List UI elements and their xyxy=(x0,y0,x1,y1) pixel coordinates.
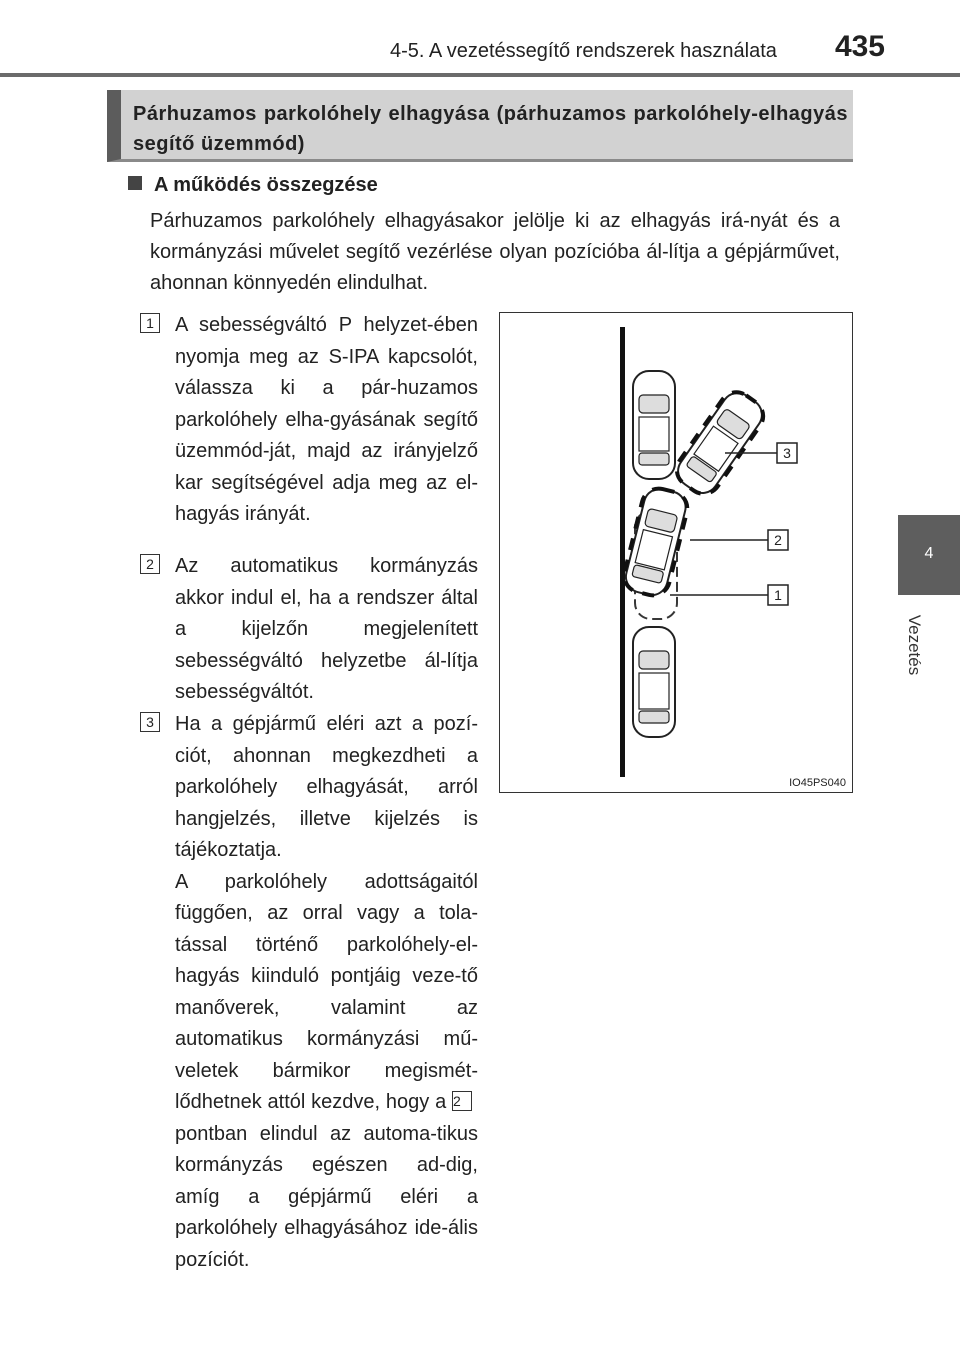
step-ref-number: 2 xyxy=(452,1091,472,1111)
subsection-heading xyxy=(128,174,378,197)
section-title-box xyxy=(107,90,853,162)
step-number: 2 xyxy=(140,554,160,574)
side-tab-label-text: Vezetés xyxy=(905,614,924,676)
callout-label-3: 3 xyxy=(783,445,791,461)
side-tab xyxy=(898,515,960,595)
page-number: 435 xyxy=(834,30,885,63)
step-text: Az automatikus kormányzás akkor indul el, ha a rendszer által a kijelzőn megjelenített sebességváltó helyzetbe ál-lítja sebességváltót. xyxy=(175,555,478,703)
parking-diagram xyxy=(499,312,853,793)
callout-label-2: 2 xyxy=(774,532,782,548)
curb-line xyxy=(620,327,625,777)
step-1 xyxy=(140,310,478,531)
car-position-3 xyxy=(670,386,770,501)
step-note-part2: pontban elindul az automa-tikus kormányzás egészen ad-dig, amíg a gépjármű eléri a parkolóhely elhagyásához ide-ális pozíciót. xyxy=(175,1122,478,1271)
step-number: 1 xyxy=(140,313,160,333)
section-title: Párhuzamos parkolóhely elhagyása (párhuzamos parkolóhely-elhagyás segítő üzemmód) xyxy=(133,103,848,155)
parked-car-front xyxy=(633,371,675,479)
header-rule xyxy=(0,73,960,77)
chapter-title: 4-5. A vezetéssegítő rendszerek használata xyxy=(390,40,777,62)
parked-car-rear xyxy=(633,627,675,737)
figure-code: IO45PS040 xyxy=(789,777,846,789)
car-position-2 xyxy=(621,485,691,599)
subsection-heading-text: A működés összegzése xyxy=(154,174,378,196)
side-tab-label xyxy=(904,600,924,690)
step-2 xyxy=(140,551,478,709)
callout-label-1: 1 xyxy=(774,587,782,603)
side-tab-number: 4 xyxy=(924,545,934,562)
step-note-part1: A parkolóhely adottságaitól függően, az orral vagy a tola-tással történő parkolóhely-el-hagyás kiinduló pontjáig veze-tő manőverek, valamint az automatikus kormányzási mű-veletek bármikor megismét-lődhetnek attól kezdve, hogy a xyxy=(175,870,478,1113)
step-text: A sebességváltó P helyzet-ében nyomja meg az S-IPA kapcsolót, válassza ki a pár-huzamos parkolóhely elha-gyásának segítő üzemmód-ját, majd az irányjelző kar segítségével adja meg az el-hagyás irányát. xyxy=(175,314,478,525)
square-bullet-icon xyxy=(128,176,142,190)
intro-paragraph: Párhuzamos parkolóhely elhagyásakor jelölje ki az elhagyás irá-nyát és a kormányzási művelet segítő vezérlése olyan pozícióba ál-lítja a gépjárművet, ahonnan könnyedén elindulhat. xyxy=(150,210,840,294)
parking-illustration xyxy=(500,313,851,791)
step-text: Ha a gépjármű eléri azt a pozí-ciót, ahonnan megkezdheti a parkolóhely elhagyását, arról hangjelzés, illetve kijelzés is tájékoztatja. xyxy=(175,713,478,861)
step-note xyxy=(175,867,478,1277)
step-number: 3 xyxy=(140,712,160,732)
step-3 xyxy=(140,709,478,1276)
